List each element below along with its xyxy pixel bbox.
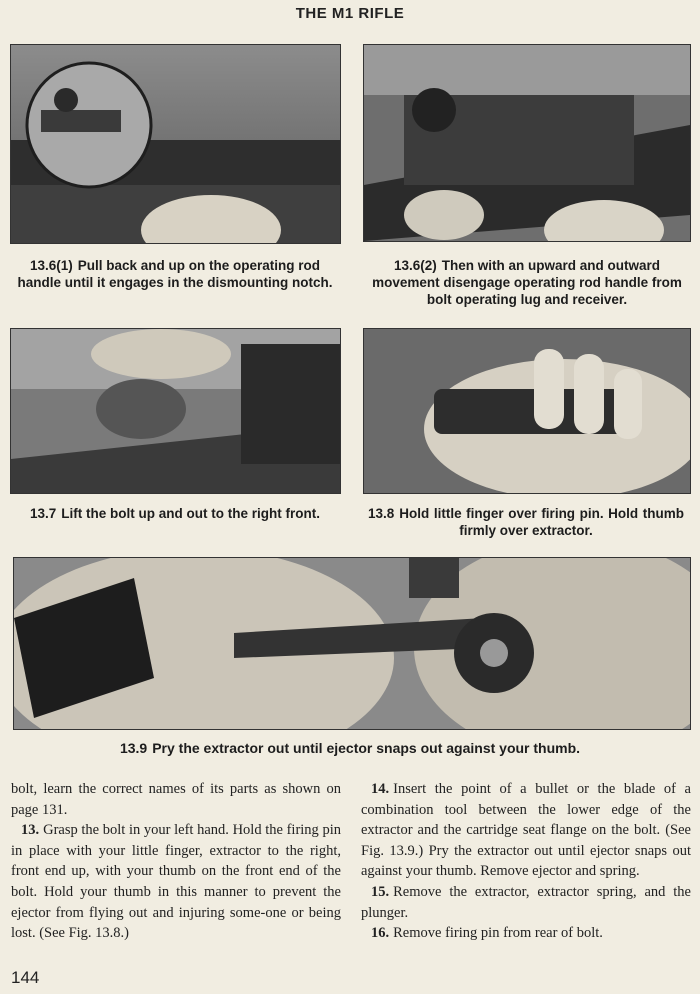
body-paragraph-15 (361, 882, 691, 923)
paragraph-text: Remove firing pin from rear of bolt. (393, 925, 603, 942)
paragraph-text: bolt, learn the correct names of its parts as shown on page 131. (11, 781, 341, 818)
figure-number: 13.6(1) (29, 258, 73, 273)
caption-fig-13-6-2 (364, 257, 690, 308)
paragraph-number: 14. (371, 781, 390, 797)
body-paragraph-14 (361, 779, 691, 882)
body-paragraph (11, 779, 341, 820)
caption-fig-13-9 (10, 740, 690, 757)
caption-fig-13-6-1 (12, 257, 338, 291)
figure-number: 13.8 (368, 506, 395, 521)
caption-text: Hold little finger over firing pin. Hold thumb firmly over extractor. (399, 506, 684, 538)
body-left-column (11, 779, 341, 944)
paragraph-text: Grasp the bolt in your left hand. Hold the firing pin in place with your little finger, extractor to the right, front end up, with your thumb on the front end of the bolt. Hold your thumb in this manner to prevent the ejector from flying out and injuring some-one or being lost. (See Fig. 13.8.) (11, 822, 341, 942)
caption-text: Lift the bolt up and out to the right front. (61, 506, 320, 521)
figure-number: 13.7 (30, 506, 57, 521)
photo-fig-13-6-1 (10, 44, 341, 244)
figure-number: 13.9 (119, 740, 148, 756)
paragraph-text: Remove the extractor, extractor spring, and the plunger. (361, 883, 691, 921)
caption-fig-13-7 (12, 505, 338, 522)
photo-fig-13-7 (10, 328, 341, 494)
photo-fig-13-6-2 (363, 44, 691, 242)
figure-number: 13.6(2) (393, 258, 437, 273)
caption-text: Pry the extractor out until ejector snaps out against your thumb. (152, 740, 581, 756)
caption-text: Pull back and up on the operating rod handle until it engages in the dismounting notch. (17, 258, 333, 290)
paragraph-number: 16. (371, 925, 390, 942)
paragraph-number: 13. (21, 822, 40, 839)
photo-fig-13-9 (13, 557, 691, 730)
body-paragraph-13 (11, 820, 341, 944)
page-header: THE M1 RIFLE (295, 5, 405, 22)
body-right-column (361, 779, 691, 944)
page-number: 144 (11, 968, 40, 987)
paragraph-number: 15. (371, 883, 390, 900)
photo-fig-13-8 (363, 328, 691, 494)
caption-fig-13-8 (368, 505, 684, 539)
paragraph-text: Insert the point of a bullet or the blade of a combination tool between the lower edge of the extractor and the cartridge seat flange on the bolt. (See Fig. 13.9.) Pry the extractor out until ejector snaps out against your thumb. Remove ejector and spring. (361, 781, 691, 880)
body-paragraph-16 (361, 923, 691, 944)
caption-text: Then with an upward and outward movement disengage operating rod handle from bolt operating lug and receiver. (372, 258, 682, 307)
